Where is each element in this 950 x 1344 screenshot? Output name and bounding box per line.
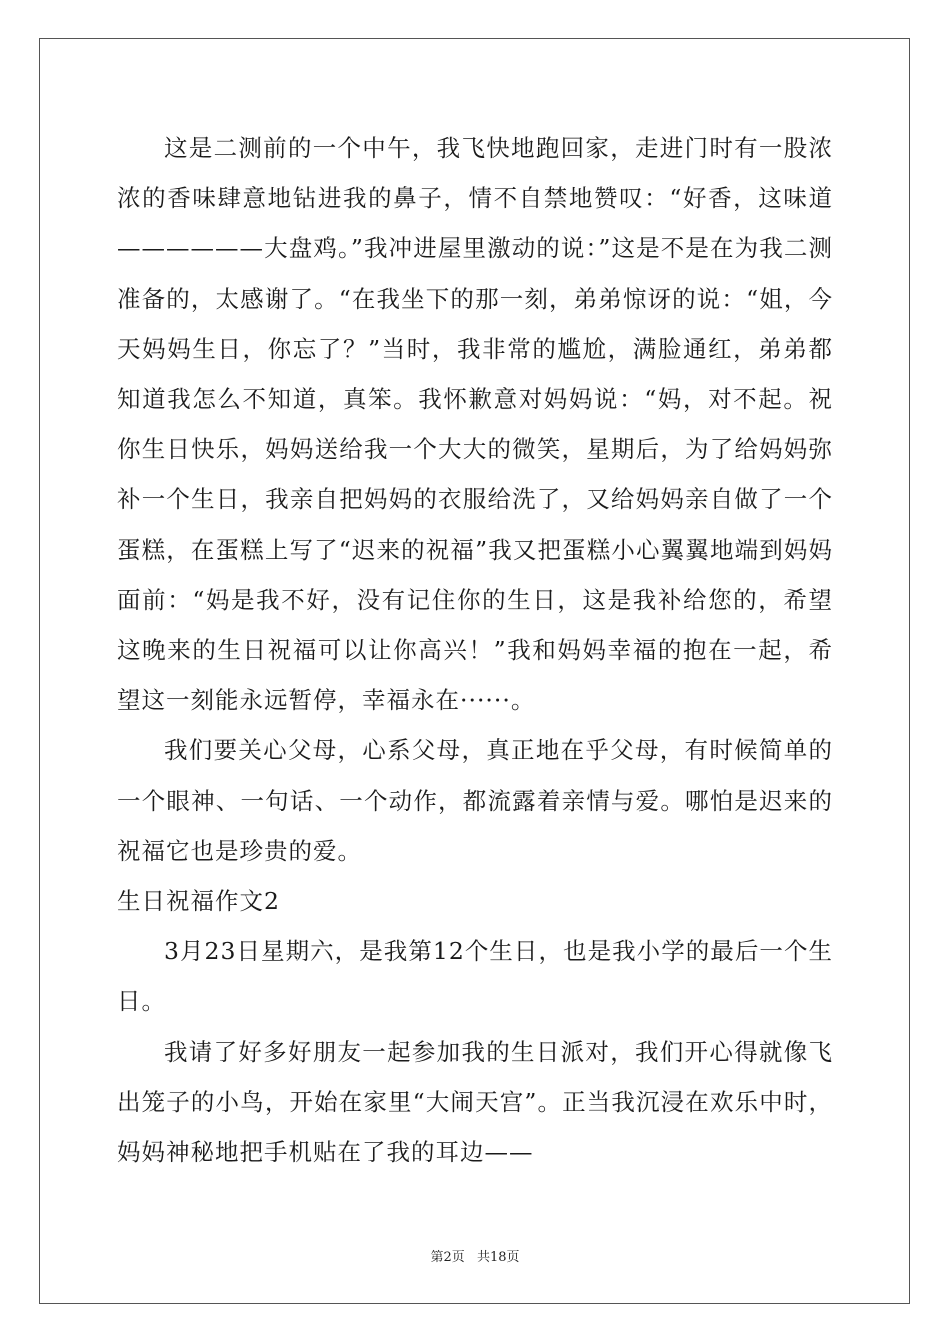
page-total: 共18页 (476, 1250, 520, 1265)
page-number: 第2页 (430, 1250, 465, 1265)
paragraph-1: 这是二测前的一个中午，我飞快地跑回家，走进门时有一股浓浓的香味肆意地钻进我的鼻子，情不自禁地赞叹：“好香，这味道——————大盘鸡。”我冲进屋里激动的说：”这是不是在为我二测准备的，太感谢了。“在我坐下的那一刻，弟弟惊讶的说：“姐，今天妈妈生日，你忘了？”当时，我非常的尴尬，满脸通红，弟弟都知道我怎么不知道，真笨。我怀歉意对妈妈说：“妈，对不起。祝你生日快乐，妈妈送给我一个大大的微笑，星期后，为了给妈妈弥补一个生日，我亲自把妈妈的衣服给洗了，又给妈妈亲自做了一个蛋糕，在蛋糕上写了“迟来的祝福”我又把蛋糕小心翼翼地端到妈妈面前：“妈是我不好，没有记住你的生日，这是我补给您的，希望这晚来的生日祝福可以让你高兴！”我和妈妈幸福的抱在一起，希望这一刻能永远暂停，幸福永在······。 (117, 134, 833, 715)
section-heading: 生日祝福作文2 (117, 887, 280, 916)
page-footer (0, 1246, 950, 1265)
document-body (117, 123, 833, 1177)
paragraph-3: 3月23日星期六，是我第12个生日，也是我小学的最后一个生日。 (117, 937, 833, 1016)
paragraph-2: 我们要关心父母，心系父母，真正地在乎父母，有时候简单的一个眼神、一句话、一个动作，都流露着亲情与爱。哪怕是迟来的祝福它也是珍贵的爱。 (117, 736, 833, 865)
paragraph-4: 我请了好多好朋友一起参加我的生日派对，我们开心得就像飞出笼子的小鸟，开始在家里“大闹天宫”。正当我沉浸在欢乐中时，妈妈神秘地把手机贴在了我的耳边—— (117, 1037, 833, 1167)
